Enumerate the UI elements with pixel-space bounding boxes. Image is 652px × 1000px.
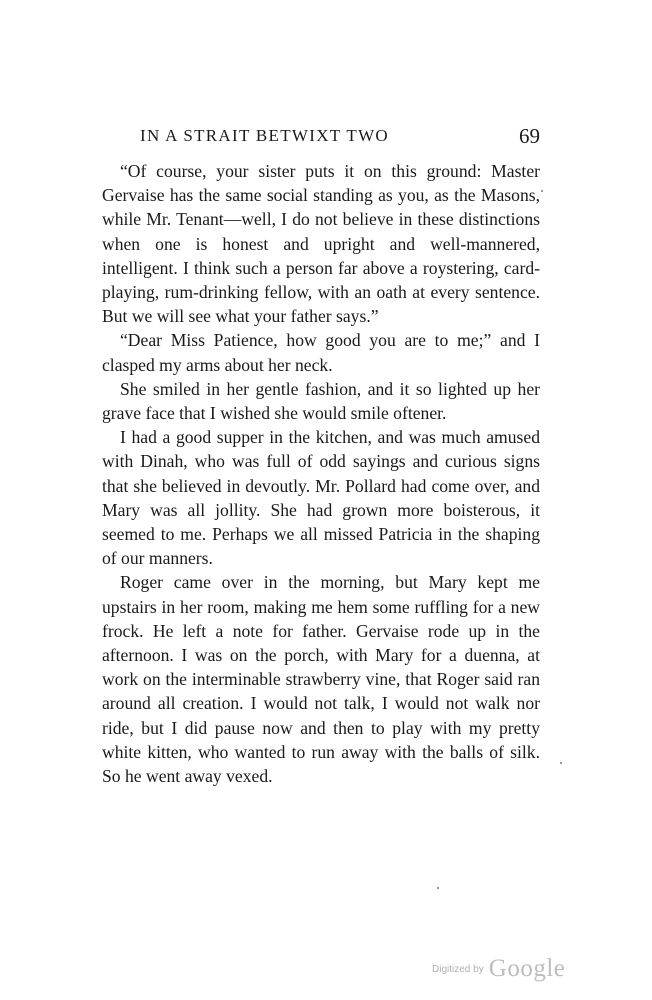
- paragraph-3: She smiled in her gentle fashion, and it so lighted up her grave face that I wished she would smile oftener.: [102, 378, 540, 424]
- page-speck: [437, 887, 439, 889]
- running-head: [100, 126, 540, 150]
- paragraph-5: Roger came over in the morning, but Mary kept me upstairs in her room, making me hem some ruffling for a new frock. He left a note for father. Gervaise rode up in the afternoon. I was on the porch, with Mary for a duenna, at work on the interminable strawberry vine, that Roger said ran around all creation. I would not talk, I would not walk nor ride, but I did pause now and then to play with my pretty white kitten, who wanted to run away with the balls of silk. So he went away vexed.: [102, 572, 540, 787]
- paragraph-1: “Of course, your sister puts it on this ground: Master Gervaise has the same social standing as you, as the Masons, while Mr. Tenant—well, I do not believe in these distinctions when one is honest and upright and well-mannered, intelligent. I think such a person far above a roystering, card-playing, rum-drinking fellow, with an oath at every sentence. But we will see what your father says.”: [102, 161, 540, 327]
- digitized-watermark: [432, 955, 565, 985]
- page-number: 69: [519, 124, 540, 148]
- page-speck: [560, 762, 562, 764]
- body-text: [102, 159, 540, 788]
- paragraph-2: “Dear Miss Patience, how good you are to me;” and I clasped my arms about her neck.: [102, 330, 540, 375]
- watermark-prefix: Digitized by: [432, 964, 484, 975]
- running-title: IN A STRAIT BETWIXT TWO: [140, 126, 389, 145]
- google-logo: Google: [488, 955, 566, 982]
- paragraph-4: I had a good supper in the kitchen, and was much amused with Dinah, who was full of odd sayings and curious signs that she believed in devoutly. Mr. Pollard had come over, and Mary was all jollity. She had grown more boisterous, it seemed to me. Perhaps we all missed Patricia in the shaping of our manners.: [102, 427, 540, 569]
- page-speck: [541, 190, 543, 192]
